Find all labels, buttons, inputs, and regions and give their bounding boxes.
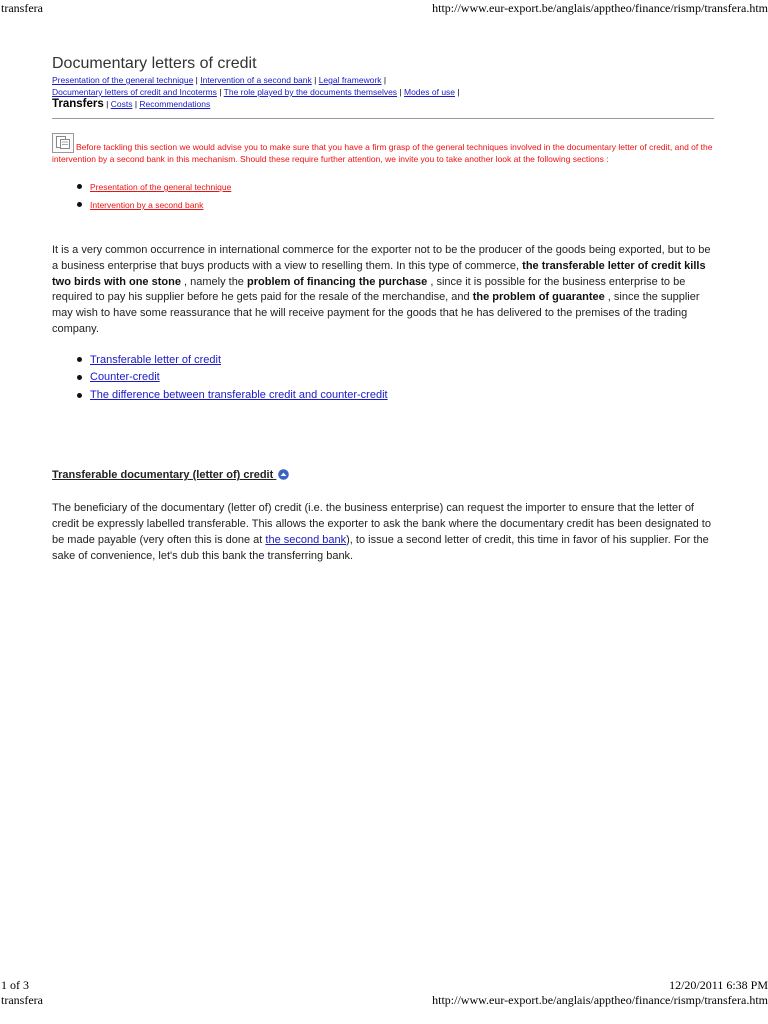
intro-bold-financing: problem of financing the purchase	[247, 275, 428, 288]
nav-link-incoterms[interactable]: Documentary letters of credit and Incoterms	[52, 87, 217, 97]
nav-link-recommendations[interactable]: Recommendations	[139, 99, 211, 109]
nav-separator: |	[397, 87, 404, 97]
list-item	[90, 369, 714, 385]
nav-separator: |	[381, 75, 387, 85]
nav-link-modes-of-use[interactable]: Modes of use	[404, 87, 456, 97]
prereq-link-general-technique[interactable]: Presentation of the general technique	[90, 182, 232, 192]
topic-link-transferable-credit[interactable]: Transferable letter of credit	[90, 353, 222, 366]
intro-bold-two-birds: the transferable letter of credit kills two birds with one stone	[52, 259, 706, 288]
page-title: Documentary letters of credit	[52, 55, 257, 72]
nav-link-general-technique[interactable]: Presentation of the general technique	[52, 75, 194, 85]
nav-separator: |	[216, 87, 224, 97]
intro-text: It is a very common occurrence in international commerce for the exporter not to be the producer of the goods being exported, but to be a business enterprise that buys products with a view to reselling them. In this type of commerce,	[52, 244, 711, 272]
list-item	[90, 181, 714, 193]
nav-link-legal-framework[interactable]: Legal framework	[318, 75, 382, 85]
nav-separator: |	[103, 99, 111, 109]
nav-link-second-bank[interactable]: Intervention of a second bank	[200, 75, 312, 85]
section-heading-text: Transferable documentary (letter of) credit	[52, 469, 274, 482]
print-datetime: 12/20/2011 6:38 PM	[669, 978, 768, 992]
page-count: 1 of 3	[1, 978, 29, 992]
second-bank-link[interactable]: the second bank	[265, 533, 347, 546]
topic-link-counter-credit[interactable]: Counter-credit	[90, 371, 160, 384]
nav-link-costs[interactable]: Costs	[110, 99, 133, 109]
intro-paragraph	[52, 243, 714, 338]
nav-separator: |	[132, 99, 140, 109]
list-item	[90, 199, 714, 211]
print-footer-url: http://www.eur-export.be/anglais/apptheo/finance/rismp/transfera.htm	[432, 993, 768, 1007]
intro-bold-guarantee: the problem of guarantee	[472, 291, 605, 304]
section-heading	[52, 467, 714, 485]
nav-separator: |	[311, 75, 319, 85]
nav-current-transfers: Transfers	[52, 98, 104, 110]
list-item	[90, 352, 714, 368]
document-icon	[52, 133, 74, 153]
nav-separator: |	[455, 87, 460, 97]
intro-text: , since it is possible for the business enterprise to be required to pay his supplier before he gets paid for the resale of the merchandise, and	[52, 275, 686, 304]
topic-link-difference[interactable]: The difference between transferable credit and counter-credit	[90, 389, 388, 402]
page-content	[52, 52, 714, 564]
section-nav	[52, 74, 714, 110]
intro-text: , since the supplier may wish to have some reassurance that he will receive payment for the goods that he has delivered to the premises of the trading company.	[52, 291, 700, 335]
print-header-title: transfera	[1, 1, 43, 15]
nav-separator: |	[193, 75, 201, 85]
section-text: The beneficiary of the documentary (letter of) credit (i.e. the business enterprise) can request the importer to ensure that the letter of credit be expressly labelled transferable. This allows the exporter to ask the bank where the documentary credit has been designated to be made payable (very often this is done at	[52, 502, 711, 546]
section-text: ), to issue a second letter of credit, this time in favor of his supplier. For the sake of convenience, let's dub this bank the transferring bank.	[52, 533, 709, 562]
section-paragraph	[52, 501, 714, 564]
advisory-note	[52, 133, 714, 165]
print-footer-next-header	[0, 992, 768, 1008]
prerequisite-links	[52, 181, 714, 211]
up-arrow-icon[interactable]	[278, 469, 289, 485]
prereq-link-second-bank[interactable]: Intervention by a second bank	[90, 200, 204, 210]
divider	[52, 118, 714, 119]
print-header	[0, 0, 768, 16]
topic-links	[52, 352, 714, 403]
advisory-note-text: Before tackling this section we would advise you to make sure that you have a firm grasp of the general techniques involved in the documentary letter of credit, and of the intervention by a second bank in this mechanism. Should these require further attention, we invite you to take another look at the following sections :	[52, 142, 713, 164]
list-item	[90, 387, 714, 403]
print-footer-title: transfera	[1, 993, 43, 1007]
print-header-url: http://www.eur-export.be/anglais/apptheo/finance/rismp/transfera.htm	[432, 1, 768, 15]
intro-text: , namely the	[180, 275, 247, 288]
print-footer	[0, 977, 768, 993]
nav-link-documents-role[interactable]: The role played by the documents themselves	[223, 87, 398, 97]
